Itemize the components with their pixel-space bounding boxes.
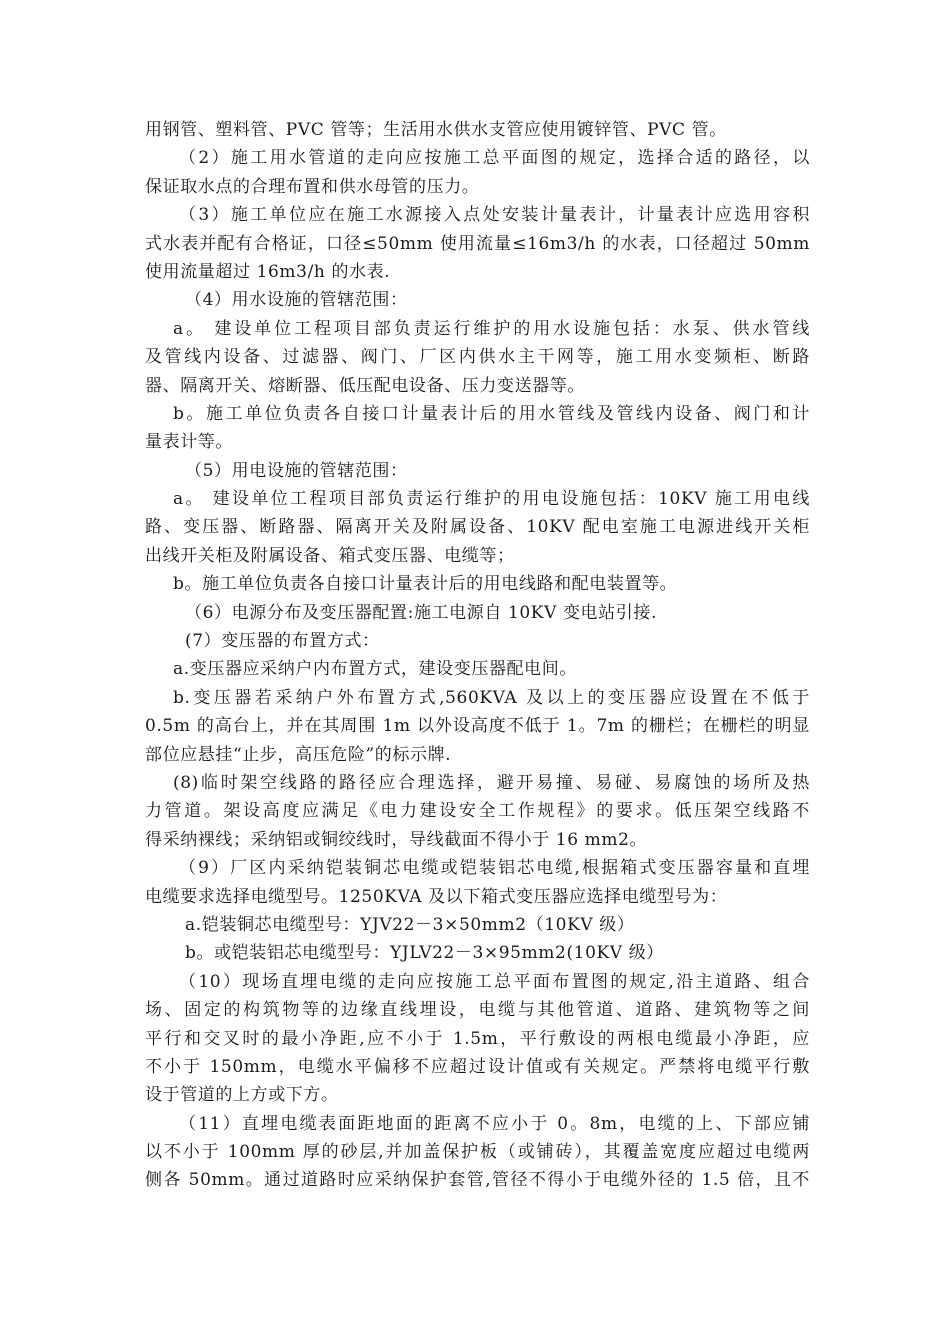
document-body: [145, 116, 810, 1195]
text-line: 不小于 150mm，电缆水平偏移不应超过设计值或有关规定。严禁将电缆平行敷: [145, 1056, 810, 1077]
text-line: （10）现场直埋电缆的走向应按施工总平面布置图的规定,沿主道路、组合: [179, 971, 810, 992]
text-line: 侧各 50mm。通过道路时应采纳保护套管,管径不得小于电缆外径的 1.5 倍，且不: [145, 1170, 810, 1191]
text-line: a。 建设单位工程项目部负责运行维护的用电设施包括：10KV 施工用电线: [173, 489, 810, 510]
text-line: 平行和交叉时的最小净距,应不小于 1.5m，平行敷设的两根电缆最小净距，应: [145, 1028, 810, 1049]
text-line: b。或铠装铝芯电缆型号：YJLV22－3×95mm2(10KV 级）: [185, 943, 664, 964]
text-line: 器、隔离开关、熔断器、低压配电设备、压力变送器等。: [145, 375, 585, 396]
text-line: 以不小于 100mm 厚的砂层,并加盖保护板（或铺砖），其覆盖宽度应超过电缆两: [145, 1142, 810, 1163]
text-line: 使用流量超过 16m3/h 的水表.: [145, 261, 391, 282]
text-line: b。施工单位负责各自接口计量表计后的用电线路和配电装置等。: [173, 574, 678, 595]
text-line: （3）施工单位应在施工水源接入点处安装计量表计，计量表计应选用容积: [179, 205, 810, 226]
text-line: a.铠装铜芯电缆型号：YJV22－3×50mm2（10KV 级）: [185, 914, 635, 935]
text-line: (7）变压器的布置方式：: [185, 631, 380, 652]
text-line: （4）用水设施的管辖范围：: [185, 290, 408, 311]
text-line: (8)临时架空线路的路径应合理选择，避开易撞、易碰、易腐蚀的场所及热: [173, 772, 810, 793]
text-line: a.变压器应采纳户内布置方式，建设变压器配电间。: [173, 659, 577, 680]
text-line: b.变压器若采纳户外布置方式,560KVA 及以上的变压器应设置在不低于: [173, 687, 810, 708]
text-line: a。 建设单位工程项目部负责运行维护的用水设施包括：水泵、供水管线: [173, 318, 810, 339]
text-line: 出线开关柜及附属设备、箱式变压器、电缆等；: [145, 545, 515, 566]
text-line: （6）电源分布及变压器配置:施工电源自 10KV 变电站引接.: [185, 602, 657, 623]
text-line: （11）直埋电缆表面距地面的距离不应小于 0。8m，电缆的上、下部应铺: [179, 1113, 810, 1134]
text-line: b。施工单位负责各自接口计量表计后的用水管线及管线内设备、阀门和计: [173, 403, 810, 424]
text-line: 0.5m 的高台上，并在其周围 1m 以外设高度不低于 1。7m 的栅栏；在栅栏的明显: [145, 716, 810, 737]
text-line: 及管线内设备、过滤器、阀门、厂区内供水主干网等，施工用水变频柜、断路: [145, 347, 810, 368]
text-line: 设于管道的上方或下方。: [145, 1085, 339, 1106]
text-line: 保证取水点的合理布置和供水母管的压力。: [145, 176, 480, 197]
text-line: 部位应悬挂“止步，高压危险”的标示牌.: [145, 744, 452, 765]
text-line: （9）厂区内采纳铠装铜芯电缆或铠装铝芯电缆,根据箱式变压器容量和直埋: [179, 858, 810, 879]
text-line: 路、变压器、断路器、隔离开关及附属设备、10KV 配电室施工电源进线开关柜: [145, 517, 810, 538]
text-line: 量表计等。: [145, 432, 233, 453]
text-line: 式水表并配有合格证，口径≤50mm 使用流量≤16m3/h 的水表，口径超过 50mm: [145, 233, 810, 254]
text-line: （5）用电设施的管辖范围：: [185, 460, 408, 481]
text-line: 电缆要求选择电缆型号。1250KVA 及以下箱式变压器应选择电缆型号为：: [145, 886, 728, 907]
text-line: 力管道。架设高度应满足《电力建设安全工作规程》的要求。低压架空线路不: [145, 801, 810, 822]
text-line: 用钢管、塑料管、PVC 管等；生活用水供水支管应使用镀锌管、PVC 管。: [145, 120, 727, 140]
text-line: （2）施工用水管道的走向应按施工总平面图的规定，选择合适的路径，以: [179, 148, 810, 169]
text-line: 场、固定的构筑物等的边缘直线埋设，电缆与其他管道、道路、建筑物等之间: [145, 1000, 810, 1021]
text-line: 得采纳裸线；采纳铝或铜绞线时，导线截面不得小于 16 mm2。: [145, 829, 648, 850]
